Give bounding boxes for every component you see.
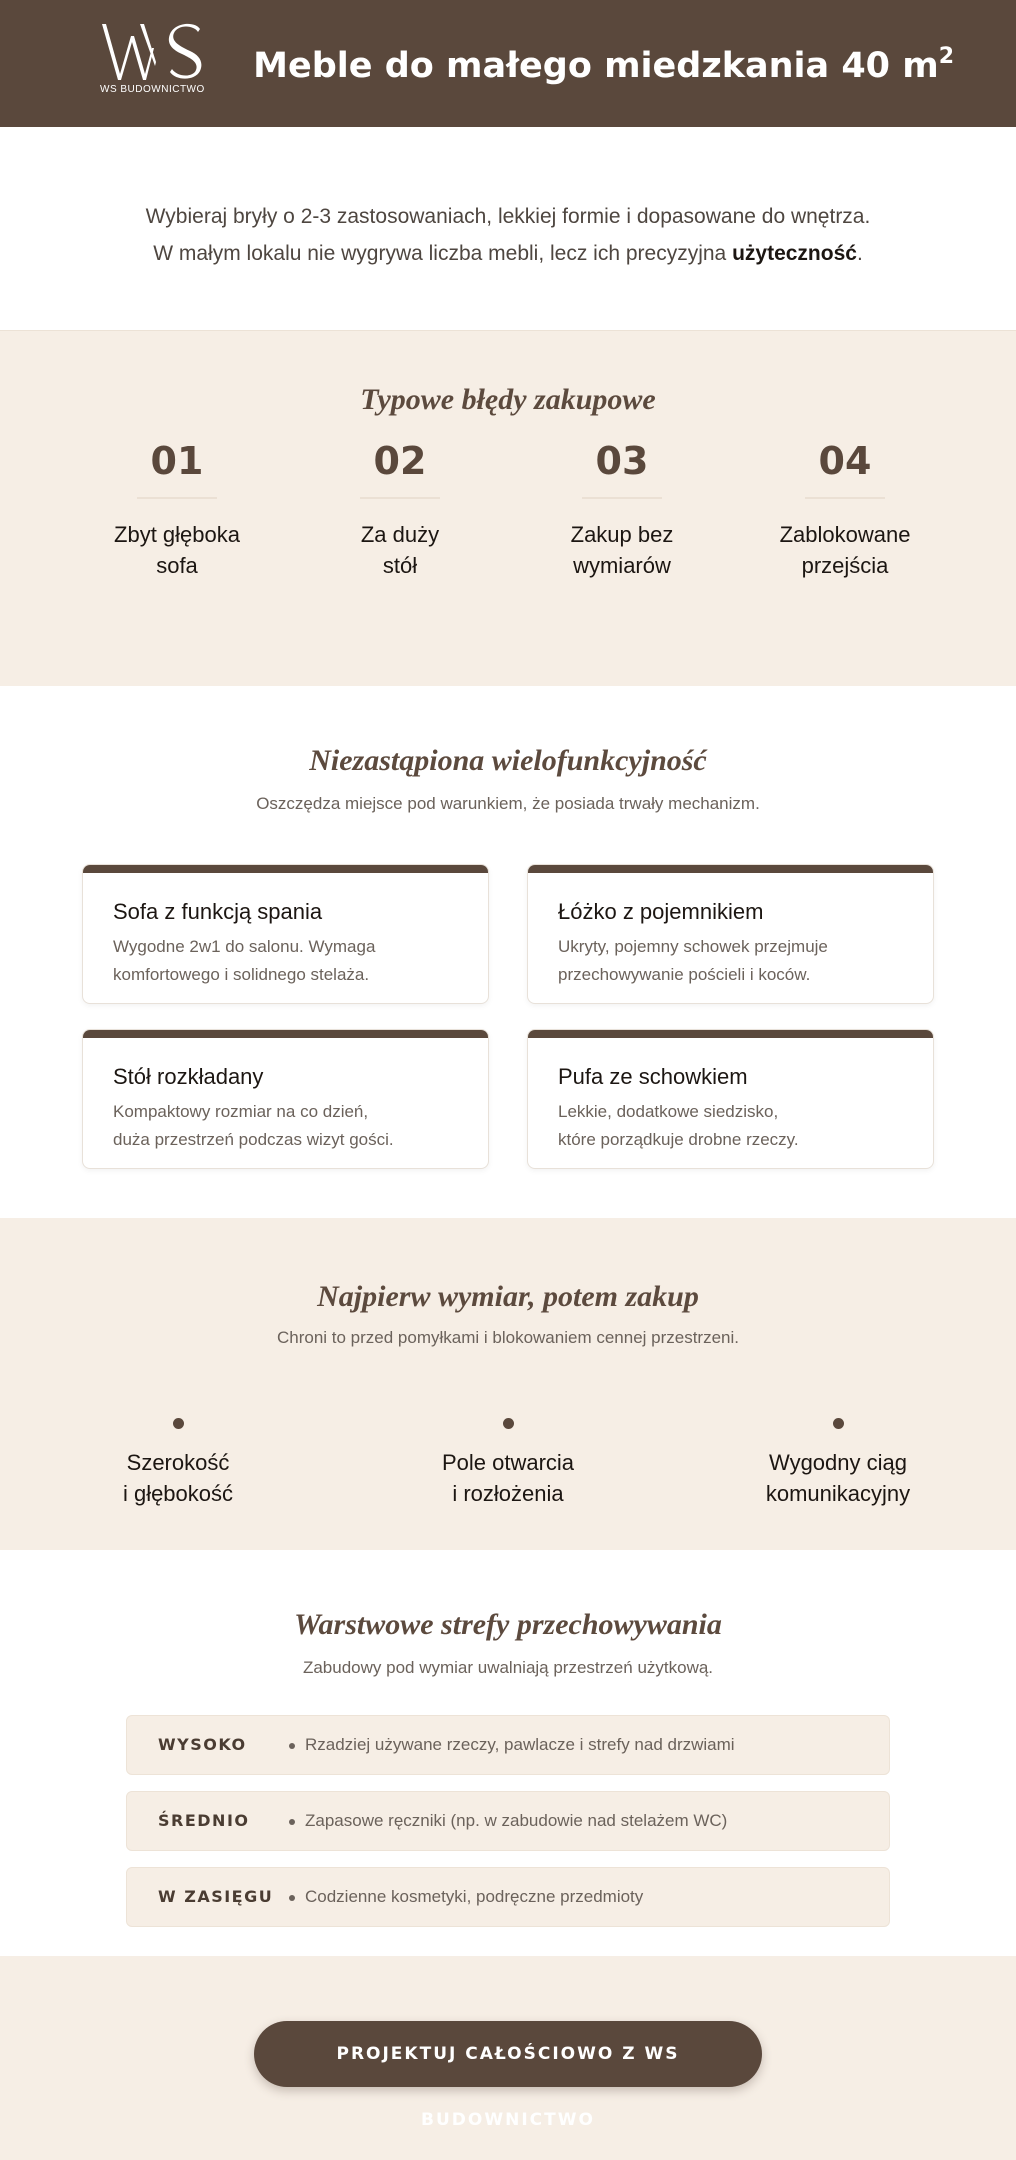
storage-zone-row [126, 1867, 890, 1927]
storage-subtitle: Zabudowy pod wymiar uwalniają przestrzeń użytkową. [302, 1658, 714, 1677]
bullet-dot-icon [503, 1418, 514, 1429]
mistake-number: 04 [818, 439, 872, 483]
zone-description: Codzienne kosmetyki, podręczne przedmioty [305, 1887, 644, 1906]
card-title: Stół rozkładany [113, 1064, 264, 1089]
feature-card [82, 1029, 489, 1169]
mistake-label: Zablokowane przejścia [779, 522, 911, 578]
feature-card [527, 864, 934, 1004]
storage-zone-row [126, 1715, 890, 1775]
intro-line-2-suffix: . [856, 242, 863, 265]
mistake-number: 03 [595, 439, 649, 483]
site-header [0, 0, 1016, 127]
mistakes-section [0, 330, 1016, 686]
feature-card [82, 864, 489, 1004]
mistake-label: Zakup bez wymiarów [570, 522, 674, 578]
measure-section [0, 1218, 1016, 1550]
mistake-label: Za duży stół [360, 522, 440, 578]
multifunction-section [0, 686, 1016, 1218]
storage-section [0, 1550, 1016, 1956]
mistake-divider [805, 497, 885, 499]
measure-label: Pole otwarcia i rozłożenia [441, 1450, 575, 1506]
storage-heading: Warstwowe strefy przechowywania [294, 1608, 722, 1641]
zone-name: WYSOKO [158, 1735, 247, 1754]
bullet-dot-icon [289, 1895, 295, 1901]
measure-heading: Najpierw wymiar, potem zakup [317, 1280, 699, 1313]
mistake-item [77, 441, 277, 581]
design-cta-button[interactable]: PROJEKTUJ CAŁOŚCIOWO Z WS BUDOWNICTWO [254, 2021, 762, 2087]
card-description: Kompaktowy rozmiar na co dzień, duża przestrzeń podczas wizyt gości. [113, 1102, 394, 1149]
cta-section [0, 1956, 1016, 2160]
card-accent-bar [83, 1030, 488, 1038]
bullet-dot-icon [833, 1418, 844, 1429]
mistakes-heading: Typowe błędy zakupowe [360, 383, 656, 416]
intro-line-2-prefix: W małym lokalu nie wygrywa liczba mebli, lecz ich precyzyjna [153, 242, 733, 265]
card-title: Pufa ze schowkiem [558, 1064, 748, 1089]
measure-label: Szerokość i głębokość [122, 1450, 234, 1506]
mistake-item [745, 441, 945, 581]
card-title: Sofa z funkcją spania [113, 899, 323, 924]
mistake-divider [360, 497, 440, 499]
mistake-divider [582, 497, 662, 499]
page-title [253, 44, 954, 86]
measure-item [718, 1418, 958, 1509]
card-accent-bar [528, 1030, 933, 1038]
ws-monogram-logo [100, 22, 208, 82]
page-title-superscript: 2 [938, 44, 954, 69]
measure-item [388, 1418, 628, 1509]
card-accent-bar [528, 865, 933, 873]
mistake-label: Zbyt głęboka sofa [114, 522, 240, 578]
page-title-text: Meble do małego miedzkania 40 m [253, 46, 939, 86]
card-title: Łóżko z pojemnikiem [558, 899, 764, 924]
ws-logo[interactable] [100, 22, 208, 104]
mistake-item [522, 441, 722, 581]
card-description: Wygodne 2w1 do salonu. Wymaga komfortowego i solidnego stelaża. [113, 937, 376, 984]
feature-card [527, 1029, 934, 1169]
measure-label: Wygodny ciąg komunikacyjny [765, 1450, 911, 1506]
bullet-dot-icon [289, 1743, 295, 1749]
measure-item [58, 1418, 298, 1509]
mistake-number: 01 [150, 439, 204, 483]
zone-name: ŚREDNIO [158, 1811, 250, 1830]
intro-line-1: Wybieraj bryły o 2-3 zastosowaniach, lekkiej formie i dopasowane do wnętrza. [145, 205, 871, 228]
multifunction-subtitle: Oszczędza miejsce pod warunkiem, że posiada trwały mechanizm. [256, 794, 760, 813]
mistake-divider [137, 497, 217, 499]
card-accent-bar [83, 865, 488, 873]
intro-line-2 [0, 235, 1016, 272]
intro-emphasis: użyteczność [732, 242, 857, 265]
measure-subtitle: Chroni to przed pomyłkami i blokowaniem cennej przestrzeni. [276, 1328, 740, 1347]
bullet-dot-icon [173, 1418, 184, 1429]
storage-zone-row [126, 1791, 890, 1851]
zone-description: Zapasowe ręczniki (np. w zabudowie nad stelażem WC) [305, 1811, 728, 1830]
logo-subtitle: WS BUDOWNICTWO [100, 84, 205, 95]
card-description: Lekkie, dodatkowe siedzisko, które porządkuje drobne rzeczy. [558, 1102, 799, 1149]
mistake-number: 02 [373, 439, 427, 483]
multifunction-heading: Niezastąpiona wielofunkcyjność [309, 744, 707, 777]
mistake-item [300, 441, 500, 581]
zone-name: W ZASIĘGU [158, 1887, 274, 1906]
zone-description: Rzadziej używane rzeczy, pawlacze i strefy nad drzwiami [305, 1735, 735, 1754]
intro-section [0, 127, 1016, 330]
card-description: Ukryty, pojemny schowek przejmuje przechowywanie pościeli i koców. [558, 937, 828, 984]
bullet-dot-icon [289, 1819, 295, 1825]
